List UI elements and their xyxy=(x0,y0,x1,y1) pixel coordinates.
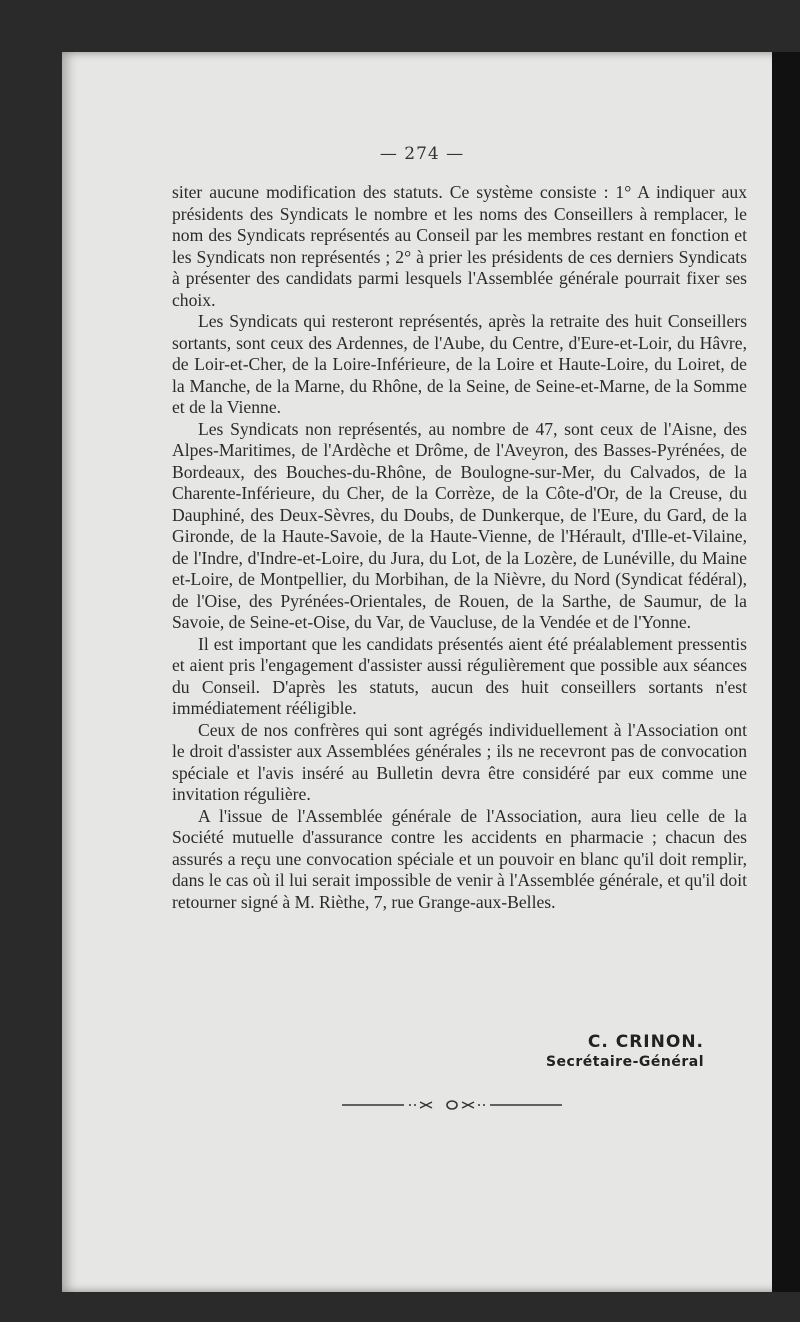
paragraph-syndicats-representes: Les Syndicats qui resteront représentés, après la retraite des huit Conseillers sortants, sont ceux des Ardennes, de l'Aube, du Centre, d'Eure-et-Loir, du Hâvre, de Loir-et-Cher, de la Loire-Inférieure, de la Loire et Haute-Loire, du Loiret, de la Manche, de la Marne, du Rhône, de la Seine, de Seine-et-Marne, de la Somme et de la Vienne. xyxy=(172,311,747,417)
paragraph-candidats: Il est important que les candidats présentés aient été préalablement pressentis et aient pris l'engagement d'assister aussi régulièrement que possible aux séances du Conseil. D'après les statuts, aucun des huit conseillers sortants n'est immédiatement rééligible. xyxy=(172,633,747,718)
page-number: — 274 — xyxy=(379,144,465,164)
page-edge-shadow xyxy=(772,52,800,1292)
signature-title: Secrétaire-Général xyxy=(545,1054,704,1070)
paragraph-societe-mutuelle: A l'issue de l'Assemblée générale de l'Association, aura lieu celle de la Société mutuelle d'assurance contre les accidents en pharmacie ; chacun des assurés a reçu une convocation spéciale et un pouvoir en blanc qu'il doit remplir, dans le cas où il lui serait impossible de venir à l'Assemblée générale, et qu'il doit retourner signé à M. Rièthe, 7, rue Grange-aux-Belles. xyxy=(172,805,747,912)
book-page xyxy=(62,52,782,1292)
paragraph-syndicats-non-representes: Les Syndicats non représentés, au nombre de 47, sont ceux de l'Aisne, des Alpes-Maritimes, de l'Ardèche et Drôme, de l'Aveyron, des Basses-Pyrénées, de Bordeaux, des Bouches-du-Rhône, de Boulogne-sur-Mer, du Calvados, de la Charente-Inférieure, du Cher, de la Corrèze, de la Côte-d'Or, de la Creuse, du Dauphiné, des Deux-Sèvres, du Doubs, de Dunkerque, de l'Eure, du Gard, de la Gironde, de la Haute-Savoie, de la Haute-Vienne, de l'Hérault, d'Ille-et-Vilaine, de l'Indre, d'Indre-et-Loire, du Jura, du Lot, de la Lozère, de Lunéville, du Maine et-Loire, de Montpellier, du Morbihan, de la Nièvre, du Nord (Syndicat fédéral), de l'Oise, des Pyrénées-Orientales, de Rouen, de la Sarthe, de Saumur, de la Savoie, de Seine-et-Oise, du Var, de Vaucluse, de la Vendée et de l'Yonne. xyxy=(172,418,747,632)
body-text xyxy=(172,182,747,913)
paragraph-statuts: siter aucune modification des statuts. Ce système consiste : 1° A indiquer aux présidents des Syndicats le nombre et les noms des Conseillers à remplacer, le nom des Syndicats représentés au Conseil par les membres restant en fonction et les Syndicats non représentés ; 2° à prier les présidents de ces derniers Syndicats à présenter des candidats parmi lesquels l'Assemblée générale pourrait fixer ses choix. xyxy=(172,182,747,310)
paragraph-confreres: Ceux de nos confrères qui sont agrégés individuellement à l'Association ont le droit d'assister aux Assemblées générales ; ils ne recevront pas de convocation spéciale et l'avis inséré au Bulletin devra être considéré par eux comme une invitation régulière. xyxy=(172,719,747,804)
signature-name: C. CRINON. xyxy=(587,1032,704,1052)
signature-block xyxy=(546,1032,704,1070)
ornamental-divider xyxy=(342,1098,562,1112)
